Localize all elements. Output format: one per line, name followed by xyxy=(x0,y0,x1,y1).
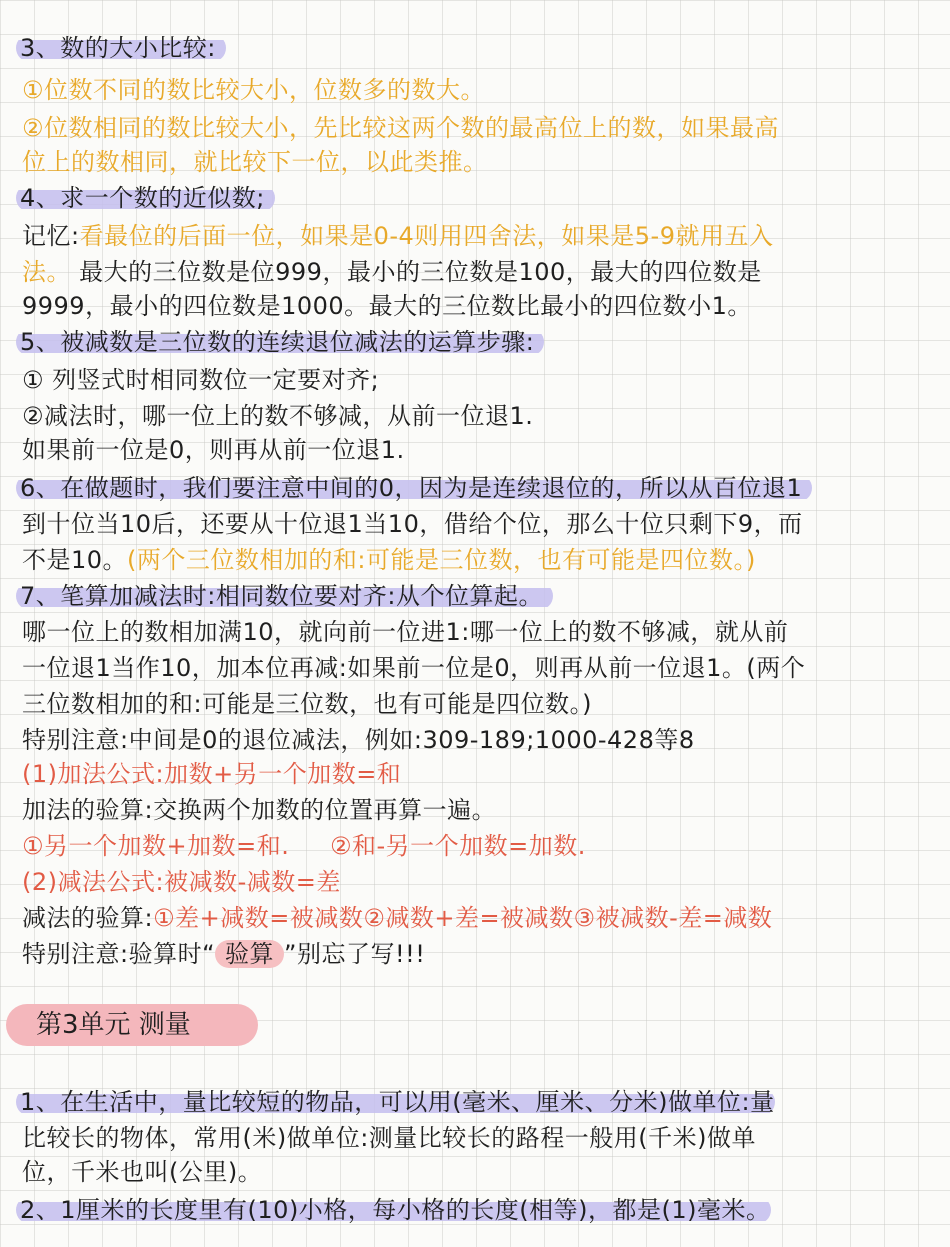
line-digit-count: ①位数不同的数比较大小，位数多的数大。 xyxy=(22,76,486,104)
line-special-note: 特别注意:中间是0的退位减法，例如:309-189;1000-428等8 xyxy=(22,726,695,754)
line-same-digits-1: ②位数相同的数比较大小，先比较这两个数的最高位上的数，如果最高 xyxy=(22,114,780,142)
line-special-attention xyxy=(22,938,425,970)
attention-text-a: 特别注意:验算时“ xyxy=(22,940,216,968)
line-largest-smallest-2: 9999，最小的四位数是1000。最大的三位数比最小的四位数小1。 xyxy=(22,292,752,320)
line-step-3: 如果前一位是0，则再从前一位退1. xyxy=(22,436,405,464)
largest-smallest-text: 最大的三位数是位999，最小的三位数是100，最大的四位数是 xyxy=(79,258,762,286)
line-7-a: 哪一位上的数相加满10，就向前一位进1:哪一位上的数不够减，就从前 xyxy=(22,618,789,646)
measure-2-text: 2、1厘米的长度里有(10)小格，每小格的长度(相等)，都是(1)毫米。 xyxy=(16,1196,771,1224)
verify-highlight: 验算 xyxy=(215,940,284,968)
line-same-digits-2: 位上的数相同，就比较下一位，以此类推。 xyxy=(22,148,488,176)
unit-3-title: 第3单元 测量 xyxy=(36,1010,191,1040)
line-6-end xyxy=(22,544,756,576)
heading-5-text: 5、被减数是三位数的连续退位减法的运算步骤: xyxy=(16,328,544,356)
line-add-formula: (1)加法公式:加数+另一个加数=和 xyxy=(22,760,402,788)
measure-1-a xyxy=(22,1086,775,1118)
heading-5 xyxy=(22,326,544,358)
line-add-check-formulas: ①另一个加数+加数=和. ②和-另一个加数=加数. xyxy=(22,832,586,860)
heading-7-text: 7、笔算加减法时:相同数位要对齐:从个位算起。 xyxy=(16,582,553,610)
heading-6-text: 6、在做题时，我们要注意中间的0，因为是连续退位的，所以从百位退1 xyxy=(16,474,812,502)
line-step-2: ②减法时，哪一位上的数不够减，从前一位退1. xyxy=(22,402,534,430)
line-sub-check xyxy=(22,902,772,934)
measure-1-c: 位，千米也叫(公里)。 xyxy=(22,1158,263,1186)
heading-3 xyxy=(22,32,226,64)
line-largest-smallest-1 xyxy=(22,256,762,288)
memory-rule: 看最位的后面一位，如果是0-4则用四舍法，如果是5-9就用五入 xyxy=(79,222,774,250)
line-7-b: 一位退1当作10，加本位再减:如果前一位是0，则再从前一位退1。(两个 xyxy=(22,654,806,682)
rule-end: 法。 xyxy=(22,258,71,286)
line-step-1: ① 列竖式时相同数位一定要对齐; xyxy=(22,366,380,394)
attention-text-c: ”别忘了写!!! xyxy=(284,940,426,968)
heading-7 xyxy=(22,580,553,612)
line-7-c: 三位数相加的和:可能是三位数，也有可能是四位数。) xyxy=(22,690,592,718)
measure-1-text: 1、在生活中，量比较短的物品，可以用(毫米、厘米、分米)做单位:量 xyxy=(16,1088,775,1116)
heading-3-text: 3、数的大小比较: xyxy=(16,34,226,62)
line-add-check: 加法的验算:交换两个加数的位置再算一遍。 xyxy=(22,796,497,824)
heading-4-text: 4、求一个数的近似数; xyxy=(16,184,275,212)
measure-2 xyxy=(22,1194,771,1226)
measure-1-b: 比较长的物体，常用(米)做单位:测量比较长的路程一般用(千米)做单 xyxy=(22,1124,757,1152)
line-6-note: (两个三位数相加的和:可能是三位数，也有可能是四位数。) xyxy=(127,546,756,574)
line-6-cont: 到十位当10后，还要从十位退1当10，借给个位，那么十位只剩下9，而 xyxy=(22,510,803,538)
sub-check-formulas: ①差+减数=被减数②减数+差=被减数③被减数-差=减数 xyxy=(153,904,773,932)
line-sub-formula: (2)减法公式:被减数-减数=差 xyxy=(22,868,341,896)
line-memory xyxy=(22,220,774,252)
unit-3-banner xyxy=(6,1004,258,1046)
heading-6 xyxy=(22,472,812,504)
heading-4 xyxy=(22,182,275,214)
sub-check-label: 减法的验算: xyxy=(22,904,154,932)
memory-label: 记忆: xyxy=(22,222,80,250)
line-6-end-text: 不是10。 xyxy=(22,546,128,574)
